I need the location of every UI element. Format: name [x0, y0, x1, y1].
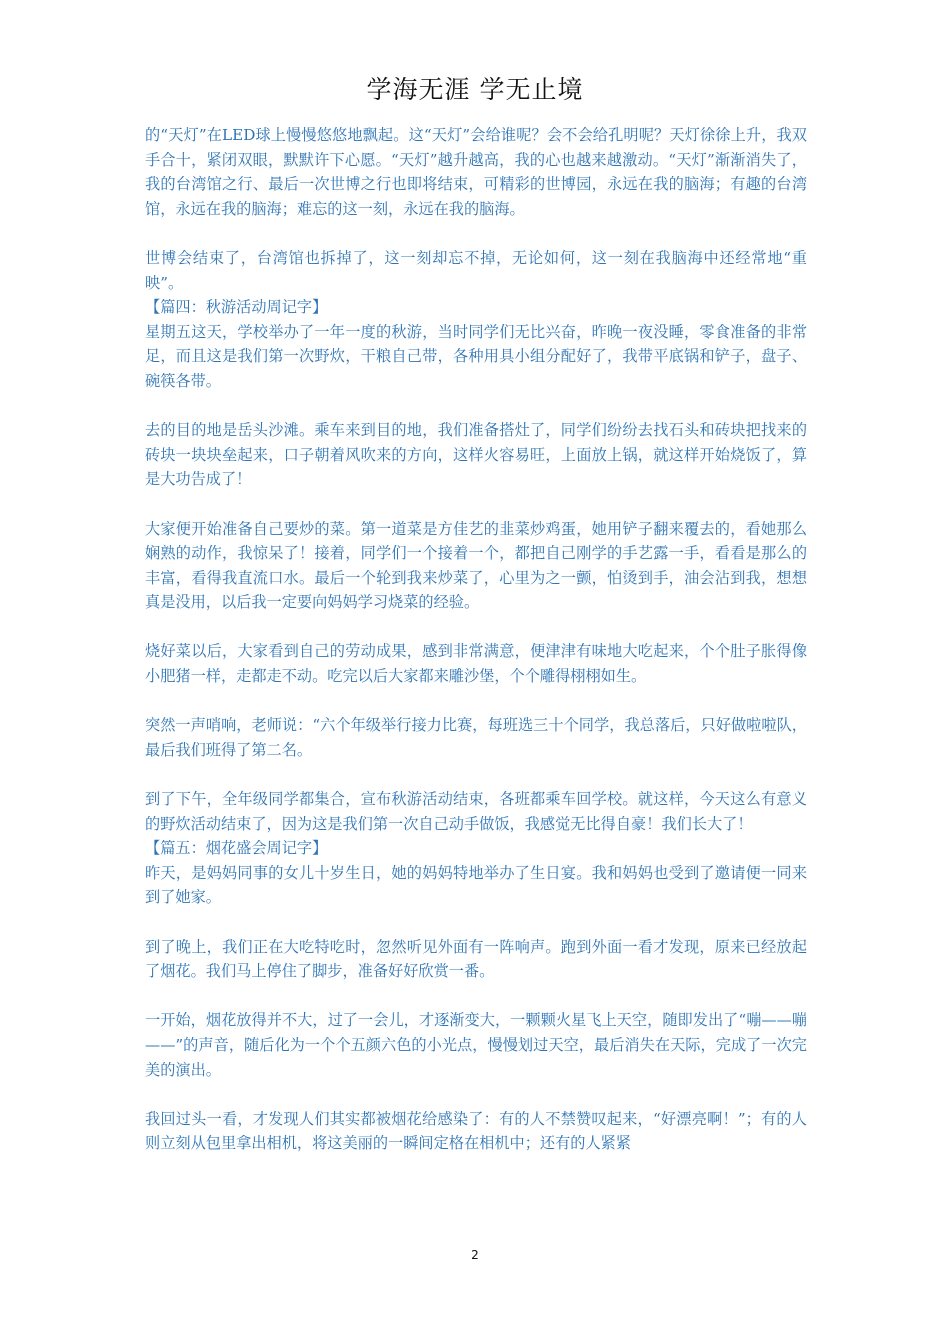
- paragraph: 世博会结束了，台湾馆也拆掉了，这一刻却忘不掉，无论如何，这一刻在我脑海中还经常地“重映”。: [145, 248, 807, 292]
- paragraph: 我回过头一看，才发现人们其实都被烟花给感染了：有的人不禁赞叹起来，“好漂亮啊！”；有的人则立刻从包里拿出相机，将这美丽的一瞬间定格在相机中；还有的人紧紧: [145, 1109, 807, 1153]
- paragraph: 烧好菜以后，大家看到自己的劳动成果，感到非常满意，便津津有味地大吃起来，个个肚子胀得像小肥猪一样，走都走不动。吃完以后大家都来雕沙堡，个个雕得栩栩如生。: [145, 642, 807, 686]
- paragraph: 星期五这天，学校举办了一年一度的秋游，当时同学们无比兴奋，昨晚一夜没睡，零食准备的非常足，而且这是我们第一次野炊，干粮自己带，各种用具小组分配好了，我带平底锅和铲子，盘子、碗筷各带。: [145, 322, 807, 390]
- paragraph: 的“天灯”在LED球上慢慢悠悠地飘起。这“天灯”会给谁呢？会不会给孔明呢？天灯徐徐上升，我双手合十，紧闭双眼，默默许下心愿。“天灯”越升越高，我的心也越来越激动。“天灯”渐渐消失了，我的台湾馆之行、最后一次世博之行也即将结束，可精彩的世博园，永远在我的脑海；有趣的台湾馆，永远在我的脑海；难忘的这一刻，永远在我的脑海。: [145, 126, 807, 218]
- paragraph: 大家便开始准备自己要炒的菜。第一道菜是方佳艺的韭菜炒鸡蛋，她用铲子翻来覆去的，看她那么娴熟的动作，我惊呆了！接着，同学们一个接着一个，都把自己刚学的手艺露一手，看看是那么的丰富，看得我直流口水。最后一个轮到我来炒菜了，心里为之一颤，怕烫到手，油会沾到我，想想真是没用，以后我一定要向妈妈学习烧菜的经验。: [145, 519, 807, 612]
- paragraph: 突然一声哨响，老师说：“六个年级举行接力比赛，每班选三十个同学，我总落后，只好做啦啦队，最后我们班得了第二名。: [145, 716, 807, 759]
- section-heading: 【篇四：秋游活动周记字】: [145, 298, 328, 317]
- page-number: 2: [471, 1248, 479, 1262]
- section-heading: 【篇五：烟花盛会周记字】: [145, 839, 328, 858]
- paragraph: 昨天，是妈妈同事的女儿十岁生日，她的妈妈特地举办了生日宴。我和妈妈也受到了邀请便一同来到了她家。: [145, 863, 807, 907]
- document-body: [145, 123, 807, 1156]
- paragraph: 一开始，烟花放得并不大，过了一会儿，才逐渐变大，一颗颗火星飞上天空，随即发出了“嘣——嘣——”的声音，随后化为一个个五颜六色的小光点，慢慢划过天空，最后消失在天际，完成了一次完美的演出。: [145, 1011, 807, 1079]
- paragraph: 到了下午，全年级同学都集合，宣布秋游活动结束，各班都乘车回学校。就这样，今天这么有意义的野炊活动结束了，因为这是我们第一次自己动手做饭，我感觉无比得自豪！我们长大了！: [145, 790, 807, 833]
- paragraph: 到了晚上，我们正在大吃特吃时，忽然听见外面有一阵响声。跑到外面一看才发现，原来已经放起了烟花。我们马上停住了脚步，准备好好欣赏一番。: [145, 937, 807, 981]
- page-header-title: 学海无涯 学无止境: [366, 75, 584, 104]
- paragraph: 去的目的地是岳头沙滩。乘车来到目的地，我们准备搭灶了，同学们纷纷去找石头和砖块把找来的砖块一块块垒起来，口子朝着风吹来的方向，这样火容易旺，上面放上锅，就这样开始烧饭了，算是大功告成了！: [145, 421, 807, 489]
